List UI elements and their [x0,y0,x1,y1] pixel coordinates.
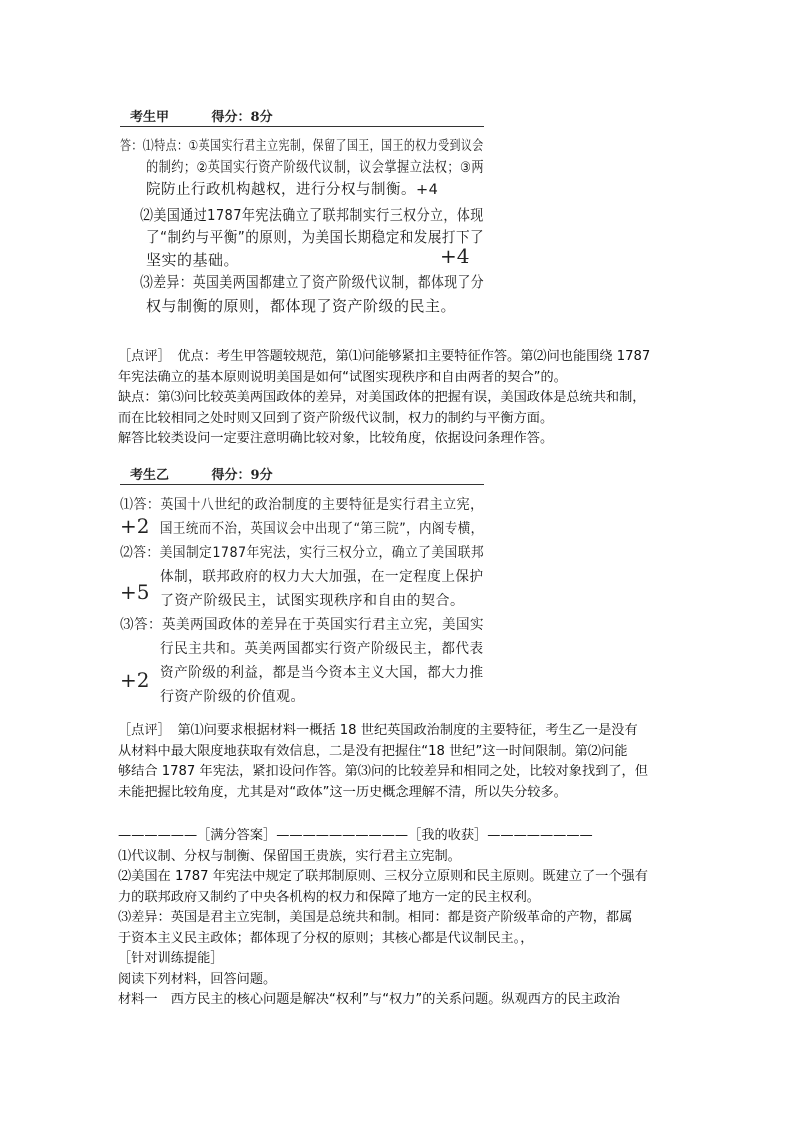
candidate-a-line: ⑵美国通过1787年宪法确立了联邦制实行三权分立，体现 [140,206,484,224]
candidate-a-score: 得分：8分 [211,110,273,125]
review-a-line: 解答比较类设问一定要注意明确比较对象，比较角度，依据设问条理作答。 [118,431,554,446]
answer-line: 力的联邦政府又制约了中央各机构的权力和保障了地方一定的民主权利。 [118,889,540,905]
candidate-b-score-mark: +2 [120,668,150,692]
candidate-b-score-mark: +2 [120,514,150,538]
review-b-line: 够结合 1787 年宪法，紧扣设问作答。第⑶问的比较差异和相同之处，比较对象找到了，但 [118,764,648,779]
candidate-a-rule [120,126,484,127]
candidate-a-line: 的制约；②英国实行资产阶级代议制，议会掌握立法权；③两 [146,160,484,176]
candidate-a-line: ⑶差异：英国美两国都建立了资产阶级代议制，都体现了分 [140,273,485,291]
review-a-line: 缺点：第⑶问比较英美两国政体的差异，对美国政体的把握有误，美国政体是总统共和制， [118,390,646,405]
candidate-a-name: 考生甲 [130,110,170,125]
candidate-b-rule [120,484,484,485]
candidate-a-score-mark: +4 [440,244,470,268]
candidate-b-line: ⑴答：英国十八世纪的政治制度的主要特征是实行君主立宪， [120,497,484,513]
candidate-b-score-mark: +5 [120,580,150,604]
review-b [118,721,688,803]
answer-line: ⑵美国在 1787 年宪法中规定了联邦制原则、三权分立原则和民主原则。既建立了一个强有 [118,869,648,884]
review-a-line: 年宪法确立的基本原则说明美国是如何“试图实现秩序和自由两者的契合”的。 [118,369,567,385]
material-line: 材料一 西方民主的核心问题是解决“权利”与“权力”的关系问题。纵观西方的民主政治 [118,992,621,1007]
candidate-b-name: 考生乙 [130,468,170,483]
candidate-b-line: 了资产阶级民主，试图实现秩序和自由的契合。 [160,593,465,609]
candidate-b-score: 得分：9分 [211,468,273,483]
candidate-a-header [130,106,273,125]
answers-divider: ——————［满分答案］——————————［我的收获］———————— [118,828,593,843]
review-a [118,347,688,450]
candidate-b-line: ⑵答：美国制定1787年宪法，实行三权分立，确立了美国联邦 [120,545,485,561]
candidate-b-line: 行资产阶级的价值观。 [160,689,305,705]
candidate-b-line: ⑶答：英美两国政体的差异在于英国实行君主立宪，美国实 [120,617,484,633]
candidate-a-line: 院防止行政机构越权，进行分权与制衡。+4 [146,182,439,198]
candidate-a-line: 权与制衡的原则，都体现了资产阶级的民主。 [146,297,457,315]
review-a-line: ［点评］ 优点：考生甲答题较规范，第⑴问能够紧扣主要特征作答。第⑵问也能围绕 1787 [118,349,651,364]
answer-line: ⑶差异：英国是君主立宪制，美国是总统共和制。相同：都是资产阶级革命的产物，都属 [118,910,633,925]
review-a-line: 而在比较相同之处时则又回到了资产阶级代议制，权力的制约与平衡方面。 [118,410,554,426]
candidate-b-header [130,464,273,483]
candidate-a-line: 答：⑴特点：①英国实行君主立宪制，保留了国王，国王的权力受到议会 [120,138,484,154]
candidate-b-line: 资产阶级的利益，都是当今资本主义大国，都大力推 [160,665,484,681]
answer-line: 于资本主义民主政体；都体现了分权的原则；其核心都是代议制民主。， [118,930,534,946]
candidate-b-line: 国王统而不治，英国议会中出现了“第三院”，内阁专横， [160,521,484,537]
candidate-a-line: 坚实的基础。 [146,251,240,269]
review-b-line: 未能把握比较角度，尤其是对“政体”这一历史概念理解不清，所以失分较多。 [118,784,567,800]
candidate-b-line: 行民主共和。英美两国都实行资产阶级民主，都代表 [160,641,484,657]
candidate-a-line: 了“制约与平衡”的原则，为美国长期稳定和发展打下了 [146,228,485,246]
review-b-line: 从材料中最大限度地获取有效信息，二是没有把握住“18 世纪”这一时间限制。第⑵问能 [118,743,628,759]
review-b-line: ［点评］ 第⑴问要求根据材料一概括 18 世纪英国政治制度的主要特征，考生乙一是没有 [118,723,638,738]
candidate-b-line: 体制，联邦政府的权力大大加强，在一定程度上保护 [160,569,484,585]
training-heading: ［针对训练提能］ [118,951,224,966]
instruction-line: 阅读下列材料，回答问题。 [118,971,277,987]
answers-section [118,826,688,1011]
answer-line: ⑴代议制、分权与制衡、保留国王贵族，实行君主立宪制。 [118,848,461,864]
